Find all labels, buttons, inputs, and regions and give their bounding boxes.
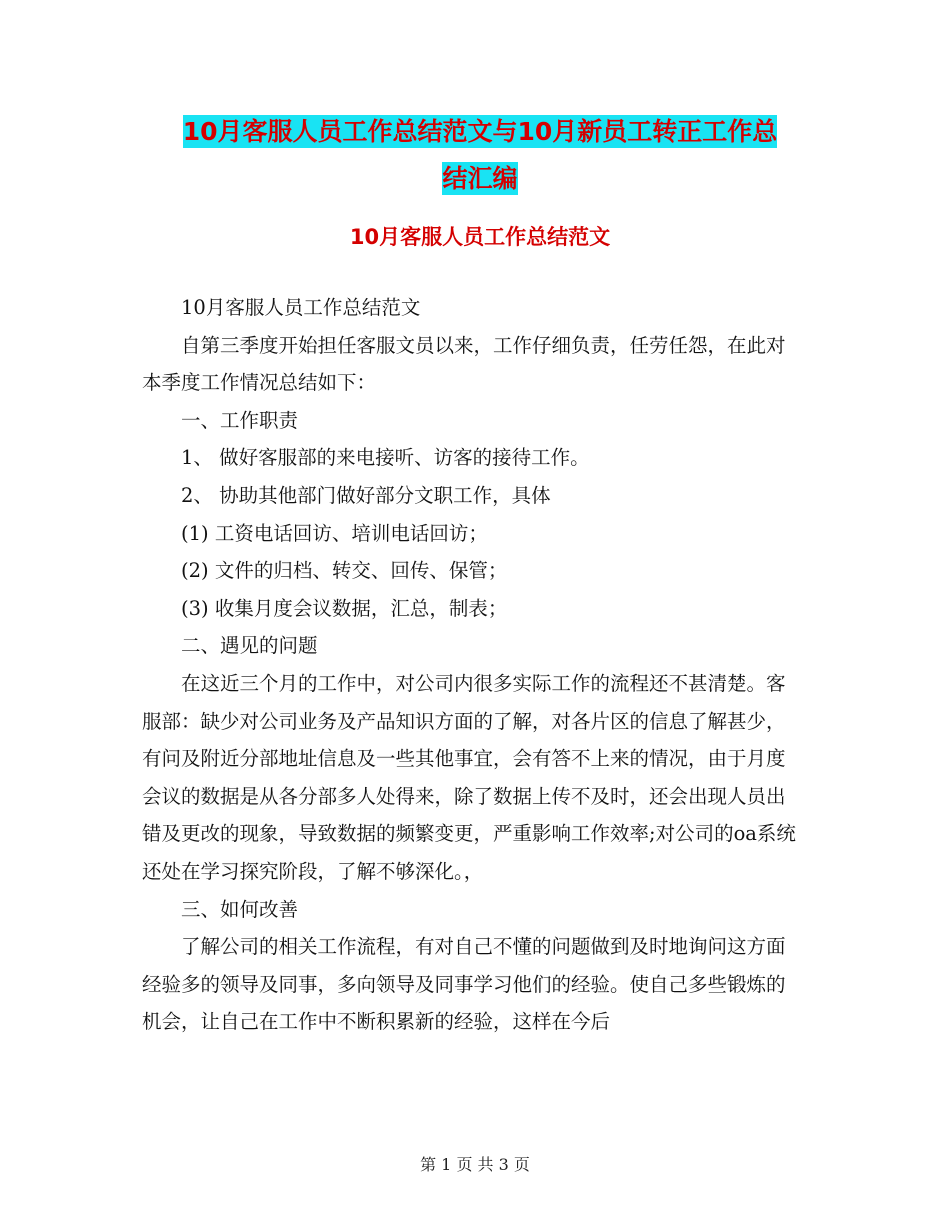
paragraph: 了解公司的相关工作流程，有对自己不懂的问题做到及时地询问这方面经验多的领导及同事，多向领导及同事学习他们的经验。使自己多些锻炼的机会，让自己在工作中不断积累新的经验，这样在今后 <box>142 935 786 1034</box>
document-body <box>142 289 802 1041</box>
paragraph: 二、遇见的问题 <box>181 634 318 658</box>
title-line-2: 结汇编 <box>442 164 518 193</box>
paragraph: 10月客服人员工作总结范文 <box>181 296 421 319</box>
title-line-1: 10月客服人员工作总结范文与10月新员工转正工作总 <box>182 117 778 146</box>
paragraph: (1) 工资电话回访、培训电话回访； <box>181 521 488 545</box>
document-title <box>140 108 820 202</box>
page-footer: 第 1 页 共 3 页 <box>420 1155 530 1174</box>
section-title: 10月客服人员工作总结范文 <box>349 225 611 249</box>
paragraph: 自第三季度开始担任客服文员以来，工作仔细负责，任劳任怨，在此对本季度工作情况总结如下： <box>142 333 786 395</box>
paragraph: (2) 文件的归档、转交、回传、保管； <box>181 559 508 583</box>
paragraph: 1、 做好客服部的来电接听、访客的接待工作。 <box>181 446 590 470</box>
paragraph: 三、如何改善 <box>181 897 299 921</box>
paragraph: 2、 协助其他部门做好部分文职工作，具体 <box>181 483 551 507</box>
paragraph: (3) 收集月度会议数据，汇总，制表； <box>181 596 508 620</box>
paragraph: 一、工作职责 <box>181 408 299 432</box>
paragraph: 在这近三个月的工作中，对公司内很多实际工作的流程还不甚清楚。客服部：缺少对公司业务及产品知识方面的了解，对各片区的信息了解甚少，有问及附近分部地址信息及一些其他事宜，会有答不上来的情况，由于月度会议的数据是从各分部多人处得来，除了数据上传不及时，还会出现人员出错及更改的现象，导致数据的频繁变更，严重影响工作效率;对公司的oa系统还处在学习探究阶段，了解不够深化。， <box>142 671 796 883</box>
